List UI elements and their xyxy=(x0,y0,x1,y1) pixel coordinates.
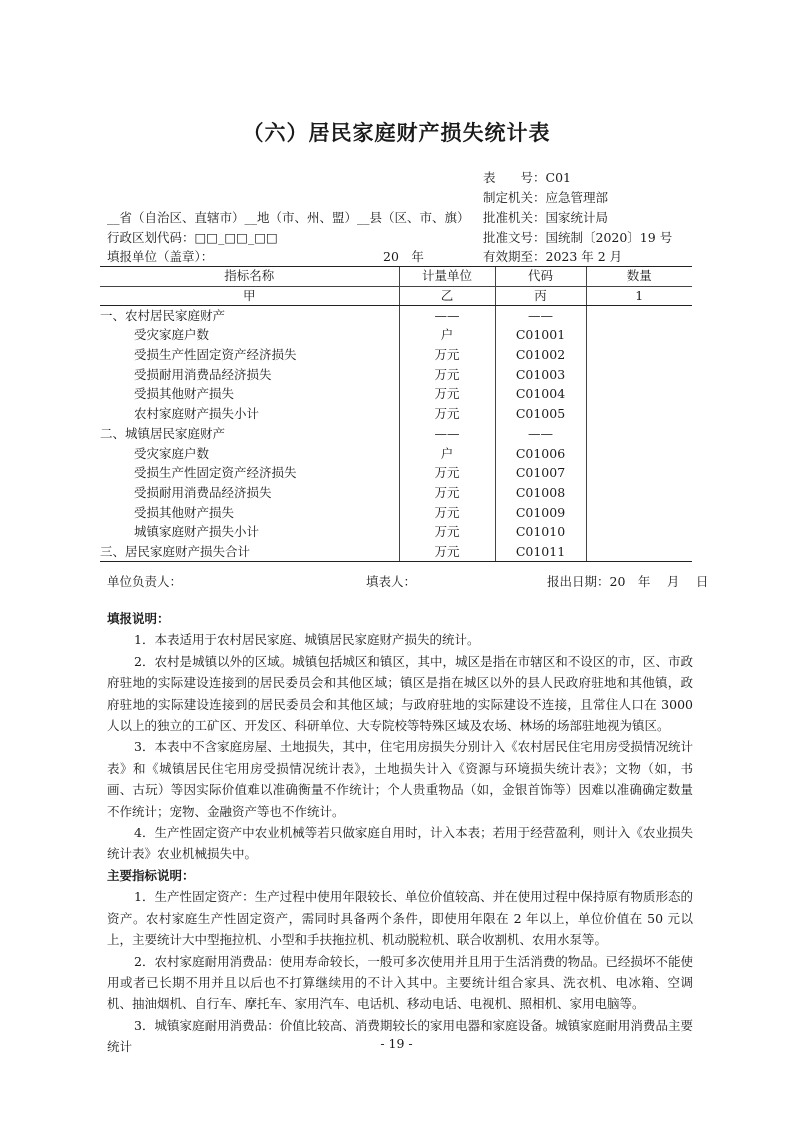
quantity-cell xyxy=(586,503,692,523)
table-subheader-row xyxy=(100,286,692,306)
indicator-cell: 农村家庭财产损失小计 xyxy=(134,406,260,422)
quantity-cell xyxy=(586,404,692,424)
table-row xyxy=(100,404,692,424)
code-cell: —— xyxy=(495,306,586,326)
fill-instruction-4: 4．生产性固定资产中农业机械等若只做家庭自用时，计入本表；若用于经营盈利，则计入《农业损失统计表》农业机械损失中。 xyxy=(107,825,693,862)
code-cell: C01010 xyxy=(495,522,586,542)
quantity-cell xyxy=(586,463,692,483)
division-code: 行政区划代码：□□_□□_□□ xyxy=(107,230,278,245)
report-date-label: 报出日期：20 年 月 日 xyxy=(547,574,709,589)
unit-cell: 户 xyxy=(399,444,495,464)
indicator-cell: 受损生产性固定资产经济损失 xyxy=(134,465,297,481)
table-row xyxy=(100,385,692,405)
indicator-cell: 一、农村居民家庭财产 xyxy=(100,307,226,323)
filler-unit: 填报单位（盖章）： xyxy=(107,249,214,264)
report-year: 20 年 xyxy=(383,249,424,264)
unit-cell: 万元 xyxy=(399,503,495,523)
region-line: __省（自治区、直辖市）__地（市、州、盟）__县（区、市、旗） xyxy=(107,210,470,225)
indicator-cell: 城镇家庭财产损失小计 xyxy=(134,524,260,540)
unit-cell: 万元 xyxy=(399,404,495,424)
approval-number: 批准文号：国统制〔2020〕19 号 xyxy=(483,230,673,245)
quantity-cell xyxy=(586,326,692,346)
header-code: 代码 xyxy=(495,267,586,287)
fill-instructions-heading: 填报说明： xyxy=(107,611,170,626)
quantity-cell xyxy=(586,306,692,326)
unit-cell: 万元 xyxy=(399,365,495,385)
fill-instruction-2: 2．农村是城镇以外的区域。城镇包括城区和镇区，其中，城区是指在市辖区和不设区的市，区、市政府驻地的实际建设连接到的居民委员会和其他区域；镇区是指在城区以外的县人民政府驻地和其他镇，政府驻地的实际建设连接到的居民委员会和其他区域；与政府驻地的实际建设不连接，且常住人口在 3000 人以上的独立的工矿区、开发区、科研单位、大专院校等特殊区域及农场、林场的场部驻地视为镇区。 xyxy=(107,653,693,734)
unit-cell: 万元 xyxy=(399,542,495,562)
header-quantity: 数量 xyxy=(586,267,692,287)
unit-cell: 户 xyxy=(399,326,495,346)
table-row xyxy=(100,542,692,562)
indicator-cell: 二、城镇居民家庭财产 xyxy=(100,425,226,441)
quantity-cell xyxy=(586,385,692,405)
indicator-cell: 受损其他财产损失 xyxy=(134,504,235,520)
unit-cell: 万元 xyxy=(399,345,495,365)
table-row xyxy=(100,424,692,444)
main-indicator-1: 1．生产性固定资产：生产过程中使用年限较长、单位价值较高、并在使用过程中保持原有物质形态的资产。农村家庭生产性固定资产，需同时具备两个条件，即使用年限在 2 年以上，单位价值在 50 元以上，主要统计大中型拖拉机、小型和手扶拖拉机、机动脱粒机、联合收割机、农用水泵等。 xyxy=(107,889,693,948)
code-cell: C01009 xyxy=(495,503,586,523)
filler-label: 填表人： xyxy=(366,574,417,589)
header-indicator: 指标名称 xyxy=(100,267,399,287)
table-row xyxy=(100,503,692,523)
quantity-cell xyxy=(586,365,692,385)
header-unit: 计量单位 xyxy=(399,267,495,287)
table-row xyxy=(100,483,692,503)
code-cell: C01001 xyxy=(495,326,586,346)
table-row xyxy=(100,444,692,464)
code-cell: C01003 xyxy=(495,365,586,385)
unit-cell: 万元 xyxy=(399,463,495,483)
indicator-cell: 受灾家庭户数 xyxy=(134,445,210,461)
quantity-cell xyxy=(586,522,692,542)
code-cell: —— xyxy=(495,424,586,444)
valid-until: 有效期至：2023 年 2 月 xyxy=(483,249,623,264)
indicator-cell: 受损生产性固定资产经济损失 xyxy=(134,347,297,363)
code-cell: C01007 xyxy=(495,463,586,483)
page-title: （六）居民家庭财产损失统计表 xyxy=(242,121,551,145)
indicator-cell: 受损耐用消费品经济损失 xyxy=(134,366,272,382)
indicator-cell: 受损其他财产损失 xyxy=(134,386,235,402)
main-indicator-3: 3．城镇家庭耐用消费品：价值比较高、消费期较长的家用电器和家庭设备。城镇家庭耐用消费品主要统计 xyxy=(107,1017,693,1055)
quantity-cell xyxy=(586,345,692,365)
code-cell: C01004 xyxy=(495,385,586,405)
quantity-cell xyxy=(586,542,692,562)
table-row xyxy=(100,306,692,326)
subheader-quantity: 1 xyxy=(586,286,692,306)
code-cell: C01008 xyxy=(495,483,586,503)
page-number: - 19 - xyxy=(380,1036,413,1051)
table-header-row xyxy=(100,267,692,287)
code-cell: C01011 xyxy=(495,542,586,562)
code-cell: C01005 xyxy=(495,404,586,424)
subheader-unit: 乙 xyxy=(399,286,495,306)
table-row xyxy=(100,326,692,346)
subheader-indicator: 甲 xyxy=(100,286,399,306)
quantity-cell xyxy=(586,444,692,464)
indicator-cell: 受损耐用消费品经济损失 xyxy=(134,484,272,500)
unit-head-label: 单位负责人： xyxy=(107,574,183,589)
unit-cell: 万元 xyxy=(399,385,495,405)
unit-cell: —— xyxy=(399,306,495,326)
main-indicator-2: 2．农村家庭耐用消费品：使用寿命较长，一般可多次使用并且用于生活消费的物品。已经损坏不能使用或者已长期不用并且以后也不打算继续用的不计入其中。主要统计组合家具、洗衣机、电冰箱、空调机、抽油烟机、自行车、摩托车、家用汽车、电话机、移动电话、电视机、照相机、家用电脑等。 xyxy=(107,953,693,1012)
indicator-cell: 受灾家庭户数 xyxy=(134,327,210,343)
quantity-cell xyxy=(586,424,692,444)
unit-cell: 万元 xyxy=(399,522,495,542)
fill-instruction-1: 1．本表适用于农村居民家庭、城镇居民家庭财产损失的统计。 xyxy=(134,632,480,648)
indicator-cell: 三、居民家庭财产损失合计 xyxy=(100,542,399,562)
code-cell: C01006 xyxy=(495,444,586,464)
table-row xyxy=(100,522,692,542)
fill-instruction-3: 3．本表中不含家庭房屋、土地损失，其中，住宅用房损失分别计入《农村居民住宅用房受损情况统计表》和《城镇居民住宅用房受损情况统计表》，土地损失计入《资源与环境损失统计表》；文物（如，书画、古玩）等因实际价值难以准确衡量不作统计；个人贵重物品（如，金银首饰等）因难以准确确定数量不作统计；宠物、金融资产等也不作统计。 xyxy=(107,739,693,819)
form-number: 表 号：C01 xyxy=(483,170,571,185)
code-cell: C01002 xyxy=(495,345,586,365)
table-row xyxy=(100,365,692,385)
main-indicators-heading: 主要指标说明： xyxy=(107,867,195,883)
table-row xyxy=(100,463,692,483)
approving-authority: 批准机关：国家统计局 xyxy=(483,210,609,225)
subheader-code: 丙 xyxy=(495,286,586,306)
unit-cell: —— xyxy=(399,424,495,444)
quantity-cell xyxy=(586,483,692,503)
issuing-authority: 制定机关：应急管理部 xyxy=(483,190,609,205)
table-row xyxy=(100,345,692,365)
statistics-table xyxy=(100,266,692,562)
notes-section xyxy=(107,608,693,1058)
unit-cell: 万元 xyxy=(399,483,495,503)
